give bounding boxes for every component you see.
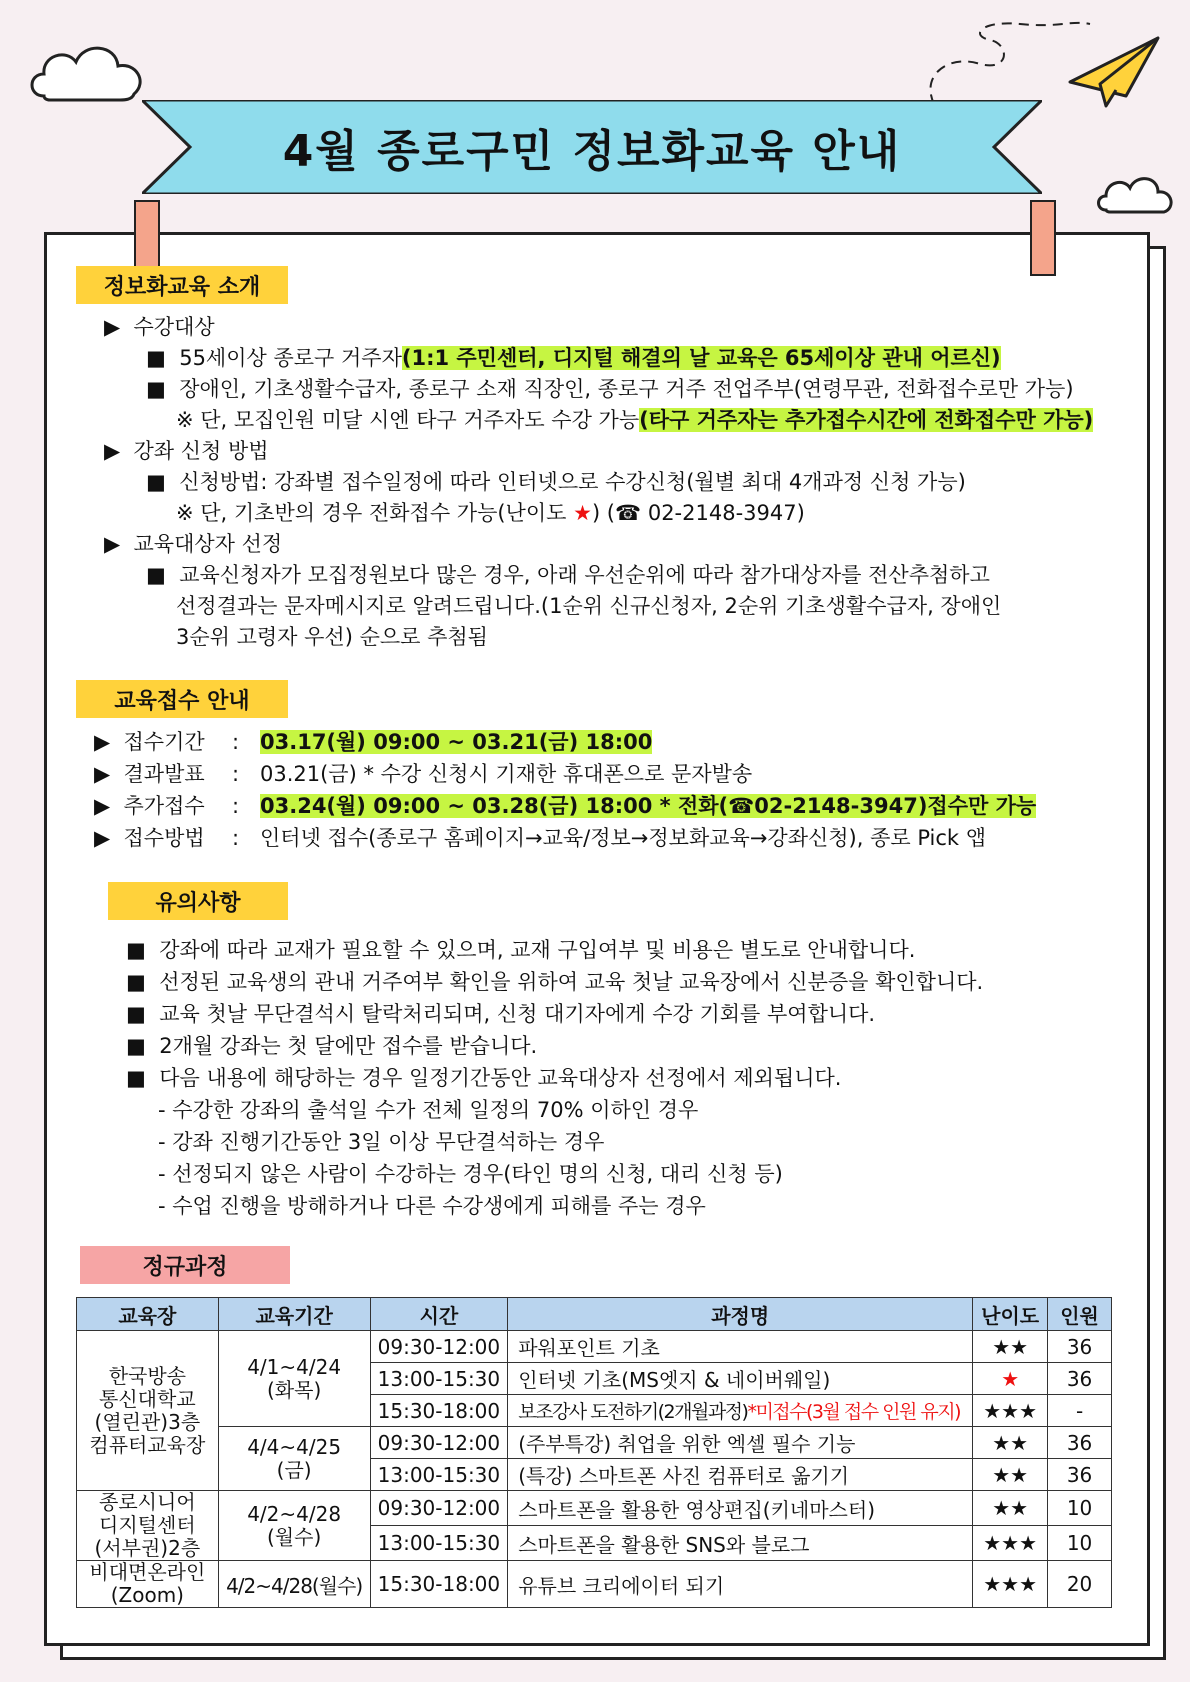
course-name: 스마트폰을 활용한 SNS와 블로그 [508, 1526, 973, 1561]
reception-heading: 교육접수 안내 [76, 680, 288, 718]
count-cell: - [1048, 1395, 1112, 1427]
reception-row: ▶ 접수방법 [94, 826, 205, 850]
reception-row: ▶ 접수기간 [94, 730, 205, 754]
reception-value: 03.17(월) 09:00 ~ 03.21(금) 18:00 [260, 730, 653, 754]
col-header: 시간 [370, 1298, 508, 1331]
reception-colon: : [232, 826, 240, 850]
period-cell: 4/2~4/28(월수) [218, 1561, 370, 1608]
col-header: 과정명 [508, 1298, 973, 1331]
course-name: (주부특강) 취업을 위한 엑셀 필수 기능 [508, 1427, 973, 1459]
period-cell: 4/4~4/25 (금) [218, 1427, 370, 1491]
select-line3: 3순위 고령자 우선) 순으로 추첨됨 [176, 625, 488, 649]
period-cell: 4/2~4/28 (월수) [218, 1491, 370, 1561]
right-clip [1030, 200, 1056, 276]
page-title: 4월 종로구민 정보화교육 안내 [282, 126, 902, 177]
venue-cell: 비대면온라인 (Zoom) [77, 1561, 219, 1608]
table-row [77, 1561, 1112, 1608]
venue-cell: 한국방송 통신대학교 (열린관)3층 컴퓨터교육장 [77, 1331, 219, 1491]
count-cell: 10 [1048, 1491, 1112, 1526]
note-subitem: - 선정되지 않은 사람이 수강하는 경우(타인 명의 신청, 대리 신청 등) [158, 1162, 783, 1186]
note-item: ■ 선정된 교육생의 관내 거주여부 확인을 위하여 교육 첫날 교육장에서 신분증을 확인합니다. [126, 970, 984, 994]
note-item: ■ 다음 내용에 해당하는 경우 일정기간동안 교육대상자 선정에서 제외됩니다. [126, 1066, 842, 1090]
course-name: 스마트폰을 활용한 영상편집(키네마스터) [508, 1491, 973, 1526]
level-cell: ★★ [973, 1491, 1048, 1526]
table-row [77, 1491, 1112, 1526]
apply-label: ▶ 강좌 신청 방법 [104, 439, 269, 463]
count-cell: 36 [1048, 1363, 1112, 1395]
course-name: 유튜브 크리에이터 되기 [508, 1561, 973, 1608]
paper-plane-icon [920, 14, 1180, 114]
count-cell: 36 [1048, 1459, 1112, 1491]
course-table [76, 1297, 1112, 1608]
note-item: ■ 교육 첫날 무단결석시 탈락처리되며, 신청 대기자에게 수강 기회를 부여합니다. [126, 1002, 876, 1026]
col-header: 난이도 [973, 1298, 1048, 1331]
left-clip [134, 200, 160, 276]
time-cell: 13:00-15:30 [370, 1459, 508, 1491]
time-cell: 13:00-15:30 [370, 1363, 508, 1395]
time-cell: 15:30-18:00 [370, 1561, 508, 1608]
target-line1: ■ 55세이상 종로구 거주자(1:1 주민센터, 디지털 해결의 날 교육은 65세이상 관내 어르신) [146, 346, 1001, 370]
apply-line2: ※ 단, 기초반의 경우 전화접수 가능(난이도 ★) (☎ 02-2148-3947) [176, 501, 805, 525]
col-header: 교육장 [77, 1298, 219, 1331]
notes-heading: 유의사항 [108, 882, 288, 920]
reception-value: 인터넷 접수(종로구 홈페이지→교육/정보→정보화교육→강좌신청), 종로 Pick 앱 [260, 826, 987, 850]
reception-colon: : [232, 794, 240, 818]
time-cell: 13:00-15:30 [370, 1526, 508, 1561]
count-cell: 36 [1048, 1331, 1112, 1363]
reception-value: 03.24(월) 09:00 ~ 03.28(금) 18:00 * 전화(☎02-2148-3947)접수만 가능 [260, 794, 1037, 818]
course-name: 인터넷 기초(MS엣지 & 네이버웨일) [508, 1363, 973, 1395]
star-icon: ★ [573, 501, 592, 525]
course-name: 보조강사 도전하기(2개월과정)*미접수(3월 접수 인원 유지) [508, 1395, 973, 1427]
target-line2: ■ 장애인, 기초생활수급자, 종로구 소재 직장인, 종로구 거주 전업주부(연령무관, 전화접수로만 가능) [146, 377, 1074, 401]
cloud-icon [1094, 168, 1178, 222]
period-cell: 4/1~4/24 (화목) [218, 1331, 370, 1427]
level-cell: ★★ [973, 1427, 1048, 1459]
target-line3: ※ 단, 모집인원 미달 시엔 타구 거주자도 수강 가능(타구 거주자는 추가접수시간에 전화접수만 가능) [176, 408, 1094, 432]
course-name: (특강) 스마트폰 사진 컴퓨터로 옮기기 [508, 1459, 973, 1491]
note-item: ■ 2개월 강좌는 첫 달에만 접수를 받습니다. [126, 1034, 538, 1058]
note-subitem: - 수업 진행을 방해하거나 다른 수강생에게 피해를 주는 경우 [158, 1194, 706, 1218]
level-cell: ★★ [973, 1459, 1048, 1491]
level-cell: ★ [973, 1363, 1048, 1395]
table-header-row [77, 1298, 1112, 1331]
note-subitem: - 수강한 강좌의 출석일 수가 전체 일정의 70% 이하인 경우 [158, 1098, 699, 1122]
table-row [77, 1331, 1112, 1363]
reception-colon: : [232, 762, 240, 786]
count-cell: 10 [1048, 1526, 1112, 1561]
select-line2: 선정결과는 문자메시지로 알려드립니다.(1순위 신규신청자, 2순위 기초생활수급자, 장애인 [176, 594, 1002, 618]
apply-line1: ■ 신청방법: 강좌별 접수일정에 따라 인터넷으로 수강신청(월별 최대 4개과정 신청 가능) [146, 470, 966, 494]
level-cell: ★★★ [973, 1395, 1048, 1427]
reception-row: ▶ 결과발표 [94, 762, 205, 786]
col-header: 교육기간 [218, 1298, 370, 1331]
reception-row: ▶ 추가접수 [94, 794, 205, 818]
select-label: ▶ 교육대상자 선정 [104, 532, 283, 556]
reception-value: 03.21(금) * 수강 신청시 기재한 휴대폰으로 문자발송 [260, 762, 753, 786]
count-cell: 20 [1048, 1561, 1112, 1608]
time-cell: 09:30-12:00 [370, 1427, 508, 1459]
level-cell: ★★ [973, 1331, 1048, 1363]
note-subitem: - 강좌 진행기간동안 3일 이상 무단결석하는 경우 [158, 1130, 605, 1154]
target-label: ▶ 수강대상 [104, 315, 215, 339]
course-name: 파워포인트 기초 [508, 1331, 973, 1363]
time-cell: 09:30-12:00 [370, 1491, 508, 1526]
count-cell: 36 [1048, 1427, 1112, 1459]
intro-heading: 정보화교육 소개 [76, 266, 288, 304]
level-cell: ★★★ [973, 1526, 1048, 1561]
cloud-icon [24, 34, 154, 114]
note-item: ■ 강좌에 따라 교재가 필요할 수 있으며, 교재 구입여부 및 비용은 별도로 안내합니다. [126, 938, 916, 962]
time-cell: 09:30-12:00 [370, 1331, 508, 1363]
time-cell: 15:30-18:00 [370, 1395, 508, 1427]
table-row [77, 1427, 1112, 1459]
reception-colon: : [232, 730, 240, 754]
venue-cell: 종로시니어 디지털센터 (서부권)2층 [77, 1491, 219, 1561]
col-header: 인원 [1048, 1298, 1112, 1331]
level-cell: ★★★ [973, 1561, 1048, 1608]
courses-heading: 정규과정 [80, 1246, 290, 1284]
select-line1: ■ 교육신청자가 모집정원보다 많은 경우, 아래 우선순위에 따라 참가대상자를 전산추첨하고 [146, 563, 990, 587]
